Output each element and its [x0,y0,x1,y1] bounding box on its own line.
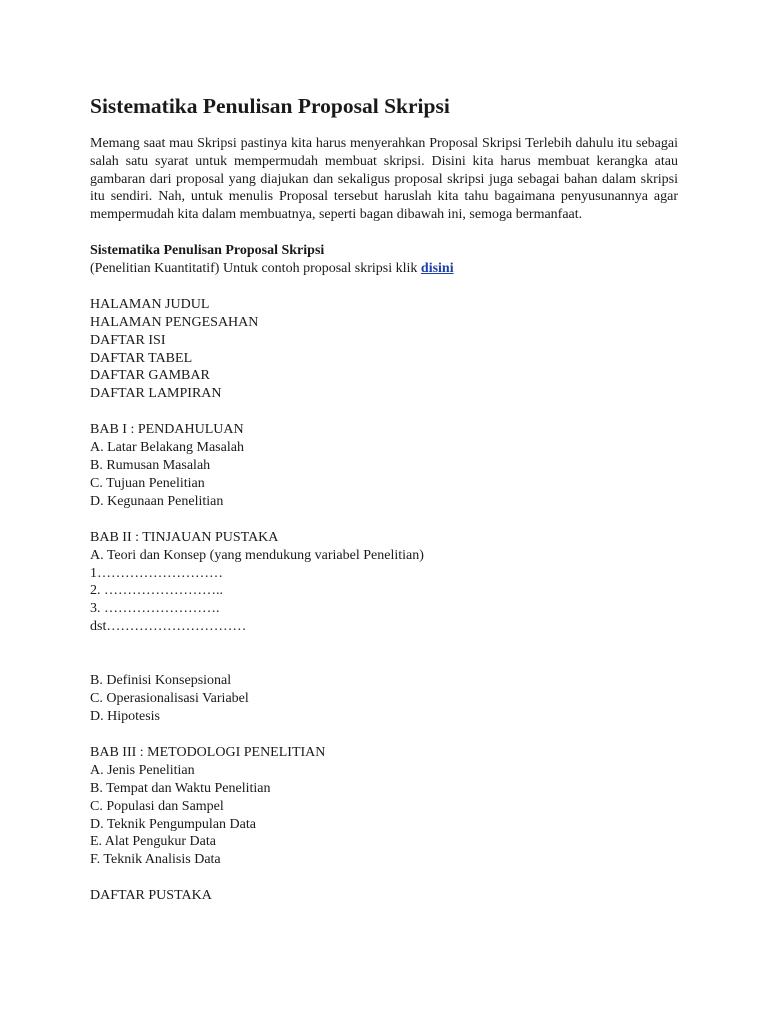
spacer [90,869,678,887]
note-line [90,260,678,278]
spacer [90,224,678,242]
bab3-item: C. Populasi dan Sampel [90,798,224,814]
bab1-title: BAB I : PENDAHULUAN [90,422,244,438]
bab2-title: BAB II : TINJAUAN PUSTAKA [90,529,279,545]
intro-paragraph: Memang saat mau Skripsi pastinya kita harus menyerahkan Proposal Skripsi Terlebih dahulu itu sebagai salah satu syarat untuk mempermudah membuat skripsi. Disini kita harus membuat kerangka atau gambaran dari proposal yang diajukan dan sekaligus proposal skripsi juga sebagai bahan dalam skripsi itu sendiri. Nah, untuk menulis Proposal tersebut haruslah kita tahu bagaimana penyusunannya agar mempermudah kita dalam membuatnya, seperti bagan dibawah ini, semoga bermanfaat. [90,136,678,223]
bab3-item: D. Teknik Pengumpulan Data [90,816,256,832]
front-matter-item: DAFTAR ISI [90,332,166,348]
front-matter-item: DAFTAR TABEL [90,350,193,366]
spacer [90,511,678,529]
bab3-item: F. Teknik Analisis Data [90,852,221,868]
bab2-item: D. Hipotesis [90,709,160,725]
bab2-item: C. Operasionalisasi Variabel [90,691,249,707]
document-page [90,92,678,905]
bab3-section [90,744,678,869]
front-matter-item: HALAMAN JUDUL [90,296,210,312]
front-matter-item: DAFTAR LAMPIRAN [90,386,222,402]
spacer [90,726,678,744]
bab3-item: A. Jenis Penelitian [90,762,195,778]
bab1-item: D. Kegunaan Penelitian [90,493,224,509]
bab3-item: E. Alat Pengukur Data [90,834,216,850]
subheading: Sistematika Penulisan Proposal Skripsi [90,242,325,258]
daftar-pustaka: DAFTAR PUSTAKA [90,888,212,904]
bab2-item: 2. …………………….. [90,583,223,599]
spacer [90,278,678,296]
bab1-item: B. Rumusan Masalah [90,458,211,474]
front-matter-item: HALAMAN PENGESAHAN [90,314,259,330]
bab2-section [90,529,678,726]
bab1-section [90,421,678,511]
bab1-item: A. Latar Belakang Masalah [90,440,244,456]
front-matter-list [90,296,678,403]
front-matter-item: DAFTAR GAMBAR [90,368,210,384]
disini-link[interactable]: disini [420,260,454,276]
document-title: Sistematika Penulisan Proposal Skripsi [90,94,450,118]
spacer [90,636,678,672]
bab1-item: C. Tujuan Penelitian [90,475,205,491]
bab2-item: A. Teori dan Konsep (yang mendukung variabel Penelitian) [90,547,424,563]
spacer [90,403,678,421]
bab3-title: BAB III : METODOLOGI PENELITIAN [90,744,326,760]
bab2-item: dst………………………… [90,619,247,635]
bab3-item: B. Tempat dan Waktu Penelitian [90,780,271,796]
bab2-item: B. Definisi Konsepsional [90,673,232,689]
bab2-item: 3. ……………………. [90,601,220,617]
note-text: (Penelitian Kuantitatif) Untuk contoh proposal skripsi klik [90,260,421,276]
bab2-item: 1……………………… [90,565,223,581]
